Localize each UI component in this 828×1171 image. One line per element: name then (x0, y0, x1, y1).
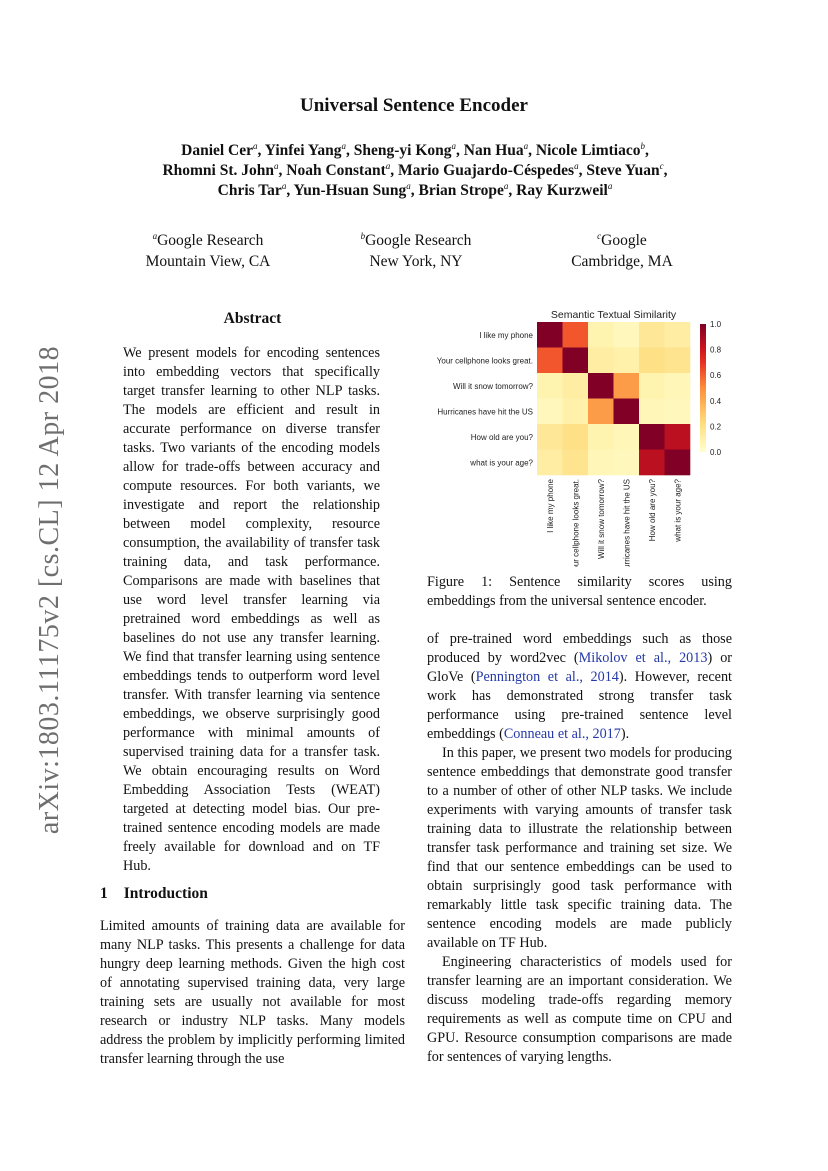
author-affiliation-mark: a (607, 180, 613, 191)
heatmap-cell (614, 348, 640, 374)
author-separator: , (286, 182, 294, 199)
paper-title: Universal Sentence Encoder (300, 95, 528, 116)
author-line (100, 141, 730, 161)
author-separator: , (456, 142, 464, 159)
author-affiliation-mark: a (385, 160, 391, 171)
colorbar (700, 324, 706, 452)
heatmap-cell (639, 450, 665, 476)
author-name: Daniel Cer (181, 142, 254, 159)
colorbar-tick-label: 1.0 (710, 320, 722, 329)
author-list (100, 141, 730, 201)
paragraph (427, 630, 732, 744)
author-name: Sheng-yi Kong (353, 142, 452, 159)
abstract-text: We present models for encoding sentences into embedding vectors that specifically target transfer learning to other NLP tasks. The models are efficient and result in accurate performance on diverse transfer tasks. Two variants of the encoding models allow for trade-offs between accuracy and compute resources. For both variants, we investigate and report the relationship between model complexity, resource consumption, the availability of transfer task training data, and task performance. Comparisons are made with baselines that use word level transfer learning via pretrained word embeddings as well as baselines do not use any transfer learning. We find that transfer learning using sentence embeddings tends to outperform word level transfer. With transfer learning via sentence embeddings, we observe surprisingly good performance with minimal amounts of supervised training data for a transfer task. We obtain encouraging results on Word Embedding Association Tests (WEAT) targeted at detecting model bias. Our pre-trained sentence encoding models are made freely available for download and on TF Hub. (123, 345, 380, 874)
row-label: How old are you? (470, 432, 533, 442)
affiliation-place: Cambridge, MA (571, 253, 673, 270)
author-name: Ray Kurzweil (516, 182, 608, 199)
author-separator: , (410, 182, 419, 199)
row-label: Hurricanes have hit the US (437, 407, 533, 417)
colorbar-tick-label: 0.2 (710, 422, 722, 432)
row-label: I like my phone (479, 330, 533, 340)
heatmap-cell (537, 373, 563, 399)
heatmap-cell (614, 450, 640, 476)
author-name: Steve Yuan (586, 162, 660, 179)
heatmap-cell (537, 322, 563, 348)
heatmap-cell (537, 348, 563, 374)
heatmap-cell (665, 450, 691, 476)
author-separator: , (346, 142, 354, 159)
heatmap-cell (563, 450, 589, 476)
text-span: ). However, recent work has demonstrated strong transfer task performance using pre-trained sentence level embeddings ( (427, 669, 732, 742)
author-separator: , (528, 142, 536, 159)
author-separator: , (257, 142, 265, 159)
citation-link[interactable]: Conneau et al., 2017 (503, 726, 621, 742)
heatmap-cell (665, 424, 691, 450)
author-name: Nan Hua (463, 142, 524, 159)
heatmap-cell (665, 348, 691, 374)
heatmap-cell (588, 322, 614, 348)
heatmap-cell (614, 322, 640, 348)
heatmap-cell (588, 348, 614, 374)
heatmap-cell (588, 373, 614, 399)
author-name: Nicole Limtiaco (535, 142, 641, 159)
paragraph: Engineering characteristics of models used for transfer learning are an important consideration. We discuss modeling trade-offs regarding memory requirements as well as compute time on CPU and GPU. Resource consumption comparisons are made for sentences of varying lengths. (427, 954, 732, 1065)
heatmap-cell (588, 424, 614, 450)
heatmap-cell (665, 399, 691, 425)
heatmap-cell (639, 399, 665, 425)
abstract-body (123, 344, 380, 876)
author-affiliation-mark: a (503, 180, 509, 191)
affiliation-mark: a (152, 230, 158, 241)
heatmap-cell (614, 399, 640, 425)
heatmap-cell (537, 450, 563, 476)
heatmap-cell (639, 348, 665, 374)
author-affiliation-mark: a (406, 180, 411, 191)
colorbar-tick-label: 0.0 (710, 448, 722, 457)
colorbar-tick-label: 0.6 (710, 371, 722, 381)
author-separator: , (278, 162, 287, 179)
affiliation-mark: b (360, 230, 366, 241)
row-label: Will it snow tomorrow? (452, 381, 533, 391)
section-heading (100, 885, 405, 903)
abstract-heading: Abstract (223, 310, 282, 327)
row-label: what is your age? (470, 458, 533, 468)
author-separator: , (390, 162, 398, 179)
affiliation-a (98, 230, 318, 272)
paragraph: In this paper, we present two models for producing sentence embeddings that demonstrate good transfer to a number of other of other NLP tasks. We include experiments with varying amounts of transfer task training data to illustrate the relationship between transfer task performance and training set size. We find that our sentence embeddings can be used to obtain surprisingly good task performance with remarkably little task specific training data. The sentence encoding models are made publicly available on TF Hub. (427, 745, 732, 951)
author-name: Chris Tar (217, 182, 282, 199)
author-name: Brian Strope (418, 182, 504, 199)
heatmap-cell (639, 424, 665, 450)
heatmap-cell (563, 424, 589, 450)
heatmap-cell (563, 399, 589, 425)
author-separator: , (663, 162, 668, 179)
column-label: Will it snow tomorrow? (596, 479, 606, 560)
author-name: Yinfei Yang (264, 142, 342, 159)
author-separator: , (508, 182, 517, 199)
heatmap-cell (588, 399, 614, 425)
text-span: ) or GloVe ( (427, 650, 733, 685)
text-span: ). (620, 726, 630, 742)
text-span: of pre-trained word embeddings such as those produced by word2vec ( (427, 631, 732, 666)
affiliation-place: Mountain View, CA (145, 253, 271, 270)
column-label: Your cellphone looks great. (571, 479, 581, 567)
similarity-heatmap (420, 305, 740, 567)
author-separator: , (645, 142, 649, 159)
citation-link[interactable]: Pennington et al., 2014 (475, 669, 619, 685)
heatmap-cell (537, 424, 563, 450)
author-affiliation-mark: a (281, 180, 287, 191)
affiliation-org: Google (601, 232, 647, 249)
intro-body (100, 917, 405, 1069)
author-affiliation-mark: a (274, 160, 279, 171)
figure-caption (427, 573, 732, 611)
similarity-heatmap-figure (420, 305, 740, 567)
heatmap-cell (563, 322, 589, 348)
affiliation-org: Google Research (365, 232, 472, 249)
affiliation-org: Google Research (157, 232, 264, 249)
heatmap-cell (614, 373, 640, 399)
author-affiliation-mark: a (341, 140, 346, 151)
section-title: Introduction (123, 885, 208, 902)
colorbar-tick-label: 0.4 (710, 396, 722, 406)
heatmap-cell (639, 322, 665, 348)
author-affiliation-mark: a (523, 140, 529, 151)
heatmap-cell (614, 424, 640, 450)
author-name: Mario Guajardo-Céspedes (397, 162, 575, 179)
column-label: what is your age? (673, 479, 683, 542)
figure-caption-text: Figure 1: Sentence similarity scores using embeddings from the universal sentence encoder. (427, 574, 732, 609)
heatmap-cell (665, 322, 691, 348)
heatmap-cell (537, 399, 563, 425)
author-affiliation-mark: b (640, 140, 645, 151)
colorbar-tick-label: 0.8 (710, 345, 722, 355)
author-affiliation-mark: a (574, 160, 579, 171)
column-label: Hurricanes have hit the US (622, 479, 632, 567)
row-label: Your cellphone looks great. (436, 356, 533, 366)
affiliation-c (512, 230, 732, 272)
right-column-body (427, 630, 732, 1067)
author-line (100, 161, 730, 181)
heatmap-cell (665, 373, 691, 399)
affiliation-place: New York, NY (369, 253, 463, 270)
author-line (100, 181, 730, 201)
column-label: How old are you? (647, 479, 657, 542)
author-affiliation-mark: c (659, 160, 664, 171)
intro-text: Limited amounts of training data are available for many NLP tasks. This presents a challenge for data hungry deep learning methods. Given the high cost of annotating supervised training data, very large training sets are usually not available for most research or industry NLP tasks. Many models address the problem by implicitly performing limited transfer learning through the use (100, 918, 405, 1067)
heatmap-cell (563, 373, 589, 399)
citation-link[interactable]: Mikolov et al., 2013 (578, 650, 708, 666)
section-number: 1 (100, 885, 108, 902)
author-separator: , (578, 162, 587, 179)
heatmap-cell (639, 373, 665, 399)
heatmap-cell (588, 450, 614, 476)
author-name: Yun-Hsuan Sung (293, 182, 407, 199)
author-name: Rhomni St. John (162, 162, 274, 179)
author-name: Noah Constant (286, 162, 386, 179)
author-affiliation-mark: a (253, 140, 258, 151)
heatmap-cell (563, 348, 589, 374)
author-affiliation-mark: a (451, 140, 457, 151)
chart-title: Semantic Textual Similarity (550, 309, 677, 321)
affiliation-mark: c (597, 230, 602, 241)
affiliation-b (306, 230, 526, 272)
column-label: I like my phone (545, 479, 555, 533)
arxiv-identifier: arXiv:1803.11175v2 [cs.CL] 12 Apr 2018 (34, 345, 65, 835)
